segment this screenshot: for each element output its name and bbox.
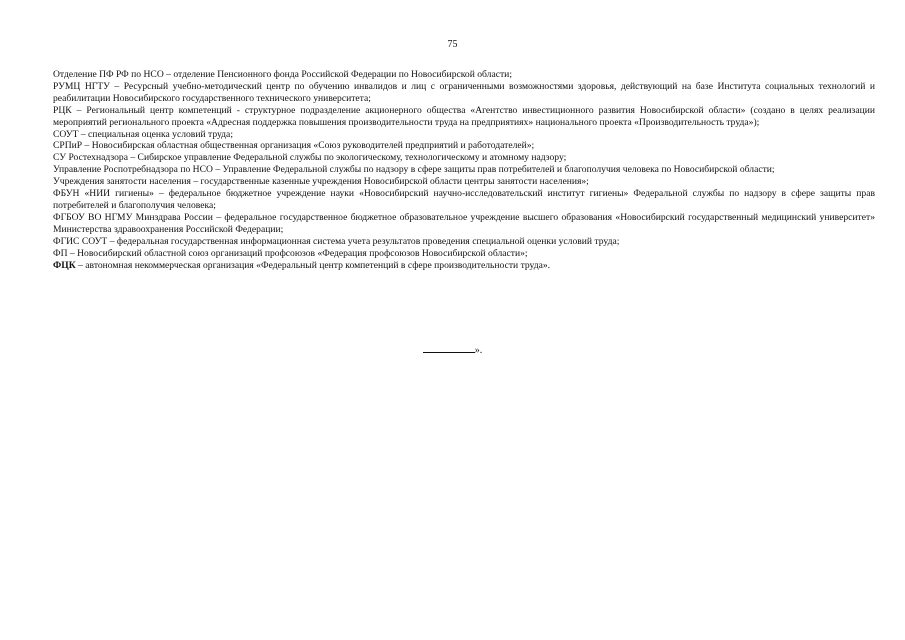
abbreviation-term: СОУТ [53, 128, 79, 140]
abbreviation-term: РЦК [53, 104, 72, 116]
list-item [53, 129, 875, 141]
abbreviation-term: СРПиР [53, 140, 83, 152]
abbreviation-definition: – федеральная государственная информационная система учета результатов проведения специальной оценки условий труда; [107, 235, 620, 247]
list-item [53, 81, 875, 105]
abbreviation-definition: – специальная оценка условий труда; [78, 128, 233, 140]
list-item [53, 236, 875, 248]
abbreviation-term: Отделение ПФ РФ по НСО [53, 69, 164, 80]
list-item [53, 140, 875, 152]
abbreviation-definition: – федеральное бюджетное учреждение науки «Новосибирский научно-исследовательский институт гигиены» Федеральной службы по надзору в сфере защиты прав потребителей и благополучия человека; [53, 188, 875, 211]
abbreviation-definition: – Новосибирская областная общественная организация «Союз руководителей предприятий и работодателей»; [82, 140, 535, 152]
abbreviation-term: ФГБОУ ВО НГМУ Минздрава России [53, 211, 213, 223]
abbreviation-definition: – федеральное государственное бюджетное образовательное учреждение высшего образования «Новосибирский государственный медицинский университет» Министерства здравоохранения Российской Федерации; [53, 211, 875, 235]
abbreviation-term: ФП [53, 247, 68, 259]
closing-quote: ». [474, 345, 483, 356]
list-item [53, 176, 875, 188]
closing-line [0, 344, 905, 357]
abbreviation-term: ФБУН «НИИ гигиены» [53, 188, 154, 200]
abbreviation-definition: – государственные казенные учреждения Новосибирской области центры занятости населения»; [190, 176, 589, 188]
abbreviation-term: СУ Ростехнадзора [53, 152, 128, 164]
closing-rule [423, 344, 475, 353]
list-item [53, 260, 875, 272]
list-item [53, 105, 875, 129]
list-item [53, 164, 875, 176]
abbreviation-term: Учреждения занятости населения [53, 176, 191, 188]
list-item [53, 152, 875, 164]
abbreviation-definition: – Ресурсный учебно-методический центр по обучению инвалидов и лиц с ограниченными возможностями здоровья, действующий на базе Института социальных технологий и реабилитации Новосибирского государственного технического университета; [53, 80, 875, 104]
abbreviation-definition: – Управление Федеральной службы по надзору в сфере защиты прав потребителей и благополучия человека по Новосибирской области; [212, 164, 775, 176]
abbreviation-definition: – автономная некоммерческая организация «Федеральный центр компетенций в сфере производительности труда». [75, 259, 551, 271]
abbreviation-definition: – Региональный центр компетенций - структурное подразделение акционерного общества «Агентство инвестиционного развития Новосибирской области» (создано в целях реализации мероприятий регионального проекта «Адресная поддержка повышения производительности труда на предприятиях» национального проекта «Производительность труда»); [53, 104, 875, 128]
abbreviation-definition: – Сибирское управление Федеральной службы по экологическому, технологическому и атомному надзору; [127, 152, 567, 164]
list-item [53, 212, 875, 236]
list-item [53, 188, 875, 212]
abbreviation-definition: – Новосибирский областной союз организаций профсоюзов «Федерация профсоюзов Новосибирской области»; [67, 247, 528, 259]
list-item [53, 248, 875, 260]
list-item [53, 69, 875, 81]
abbreviation-term: РУМЦ НГТУ [53, 80, 110, 92]
abbreviation-definition: – отделение Пенсионного фонда Российской Федерации по Новосибирской области; [163, 69, 512, 80]
abbreviation-term: ФГИС СОУТ [53, 235, 108, 247]
abbreviation-list [53, 69, 875, 271]
abbreviation-term: ФЦК [53, 259, 76, 271]
abbreviation-term: Управление Роспотребнадзора по НСО [53, 164, 213, 176]
page-number: 75 [447, 39, 458, 50]
